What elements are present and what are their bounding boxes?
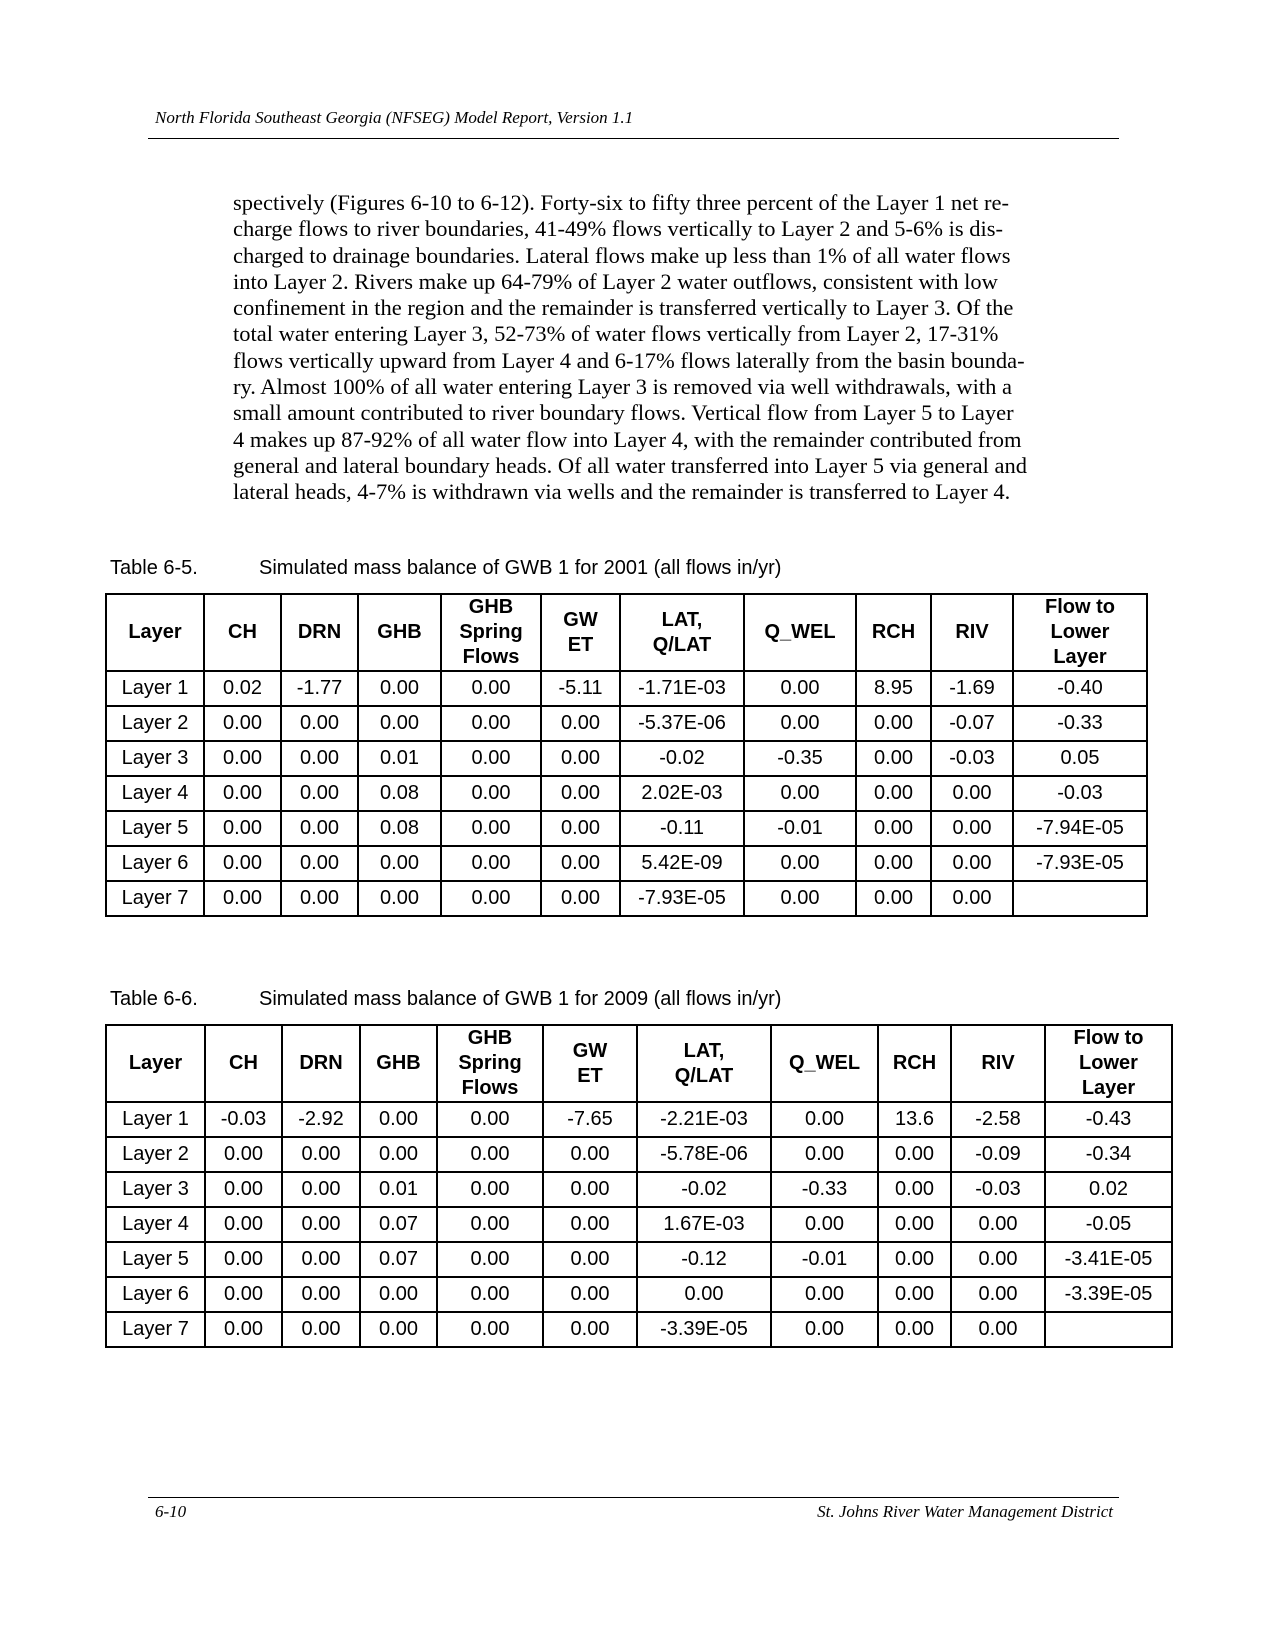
table-cell: 0.00	[771, 1207, 878, 1242]
table-cell: 0.00	[437, 1172, 543, 1207]
table-cell: 0.00	[205, 1137, 282, 1172]
table-cell: -5.78E-06	[637, 1137, 771, 1172]
row-label: Layer 4	[106, 1207, 205, 1242]
table-cell: 0.00	[951, 1312, 1045, 1347]
header-rule	[148, 138, 1119, 139]
table-cell: 0.00	[441, 846, 541, 881]
table-cell: 0.00	[541, 846, 620, 881]
table-cell: -2.21E-03	[637, 1102, 771, 1137]
body-line: total water entering Layer 3, 52-73% of water flows vertically from Layer 2, 17-31%	[233, 321, 999, 347]
footer-rule	[148, 1497, 1119, 1498]
body-line: lateral heads, 4-7% is withdrawn via wells and the remainder is transferred to Layer 4.	[233, 479, 1011, 505]
column-header	[205, 1025, 282, 1102]
body-line: 4 makes up 87-92% of all water flow into Layer 4, with the remainder contributed from	[233, 426, 1022, 452]
table-cell: 0.00	[281, 846, 358, 881]
column-header-text: Q_WEL	[764, 621, 836, 643]
column-header	[541, 594, 620, 671]
table-cell: -7.93E-05	[620, 881, 744, 916]
table-6-5-caption	[110, 557, 781, 580]
column-header-text: Flows	[461, 1077, 519, 1099]
column-header	[1045, 1025, 1172, 1102]
column-header-text: Layer	[1081, 1077, 1136, 1099]
column-header-text: RIV	[981, 1052, 1015, 1074]
table-cell: -3.39E-05	[1045, 1277, 1172, 1312]
row-label: Layer 1	[106, 671, 204, 706]
table-cell: 0.00	[878, 1172, 951, 1207]
column-header-text: CH	[228, 621, 257, 643]
table-cell: 0.00	[744, 881, 856, 916]
table-cell: 0.00	[437, 1137, 543, 1172]
table-cell: 0.00	[204, 706, 281, 741]
table-cell: 0.00	[543, 1312, 637, 1347]
table-cell: 0.02	[204, 671, 281, 706]
column-header-text: RIV	[955, 621, 989, 643]
header-row	[106, 1025, 1172, 1102]
table-cell: 0.00	[282, 1137, 360, 1172]
table-cell: 0.00	[205, 1242, 282, 1277]
table-cell: 0.00	[771, 1102, 878, 1137]
column-header-text: Q/LAT	[652, 633, 712, 656]
table-cell: 0.00	[931, 811, 1013, 846]
column-header-text: LAT,	[683, 1039, 725, 1062]
table-cell: 0.00	[856, 776, 931, 811]
table-cell: 0.00	[637, 1277, 771, 1312]
table-cell: -0.33	[1013, 706, 1147, 741]
body-paragraph	[233, 190, 1115, 506]
column-header-text: GW	[572, 1039, 608, 1062]
table-cell: -1.69	[931, 671, 1013, 706]
table-cell: 0.00	[441, 706, 541, 741]
table-cell: 0.00	[878, 1137, 951, 1172]
table-cell: 0.00	[204, 881, 281, 916]
table-cell: 0.00	[771, 1277, 878, 1312]
table-cell: 8.95	[856, 671, 931, 706]
body-line: spectively (Figures 6-10 to 6-12). Forty-six to fifty three percent of the Layer 1 net re-	[233, 190, 1010, 215]
column-header-text: LAT,	[661, 608, 703, 631]
table-cell: 0.02	[1045, 1172, 1172, 1207]
table-cell	[1045, 1312, 1172, 1347]
table-cell: 0.00	[541, 741, 620, 776]
table-cell: 0.00	[441, 741, 541, 776]
row-label: Layer 1	[106, 1102, 205, 1137]
table-cell: 0.00	[281, 881, 358, 916]
table-cell: 0.00	[282, 1242, 360, 1277]
mass-balance-table-2001	[105, 593, 1148, 917]
column-header	[620, 594, 744, 671]
table-cell: 0.00	[441, 811, 541, 846]
table-cell: 0.05	[1013, 741, 1147, 776]
column-header	[204, 594, 281, 671]
table-row	[106, 1102, 1172, 1137]
column-header-text: Flow to	[1073, 1027, 1144, 1049]
table-cell: -0.35	[744, 741, 856, 776]
row-label: Layer 3	[106, 741, 204, 776]
body-line: charged to drainage boundaries. Lateral flows make up less than 1% of all water flows	[233, 242, 1011, 268]
table-cell: 2.02E-03	[620, 776, 744, 811]
running-header: North Florida Southeast Georgia (NFSEG) Model Report, Version 1.1	[155, 108, 634, 127]
table-cell: 0.00	[543, 1277, 637, 1312]
table-cell: -7.65	[543, 1102, 637, 1137]
table-cell: 0.00	[931, 881, 1013, 916]
table-row	[106, 706, 1147, 741]
column-header	[771, 1025, 878, 1102]
table-cell: -7.94E-05	[1013, 811, 1147, 846]
table-cell: 0.00	[204, 741, 281, 776]
table-title: Simulated mass balance of GWB 1 for 2001 (all flows in/yr)	[259, 557, 782, 579]
table-cell: 0.00	[282, 1277, 360, 1312]
table-cell	[1013, 881, 1147, 916]
column-header-text: ET	[577, 1064, 603, 1087]
table-cell: 0.00	[282, 1312, 360, 1347]
column-header-text: Spring	[458, 1052, 522, 1074]
table-cell: 0.00	[205, 1277, 282, 1312]
table-cell: -3.39E-05	[637, 1312, 771, 1347]
table-cell: -0.12	[637, 1242, 771, 1277]
table-cell: -0.11	[620, 811, 744, 846]
table-row	[106, 1312, 1172, 1347]
row-label: Layer 6	[106, 846, 204, 881]
table-cell: -0.34	[1045, 1137, 1172, 1172]
body-line: flows vertically upward from Layer 4 and 6-17% flows laterally from the basin bounda-	[233, 347, 1025, 373]
column-header-text: GW	[563, 608, 598, 631]
table-cell: 0.00	[744, 671, 856, 706]
table-cell: 0.00	[205, 1207, 282, 1242]
table-cell: -5.11	[541, 671, 620, 706]
table-cell: 0.01	[360, 1172, 437, 1207]
table-cell: -2.58	[951, 1102, 1045, 1137]
table-cell: 0.00	[437, 1207, 543, 1242]
body-line: charge flows to river boundaries, 41-49% flows vertically to Layer 2 and 5-6% is dis-	[233, 216, 1003, 242]
table-row	[106, 741, 1147, 776]
table-cell: 0.00	[541, 706, 620, 741]
table-cell: 0.00	[441, 881, 541, 916]
table-row	[106, 776, 1147, 811]
table-cell: 0.00	[878, 1312, 951, 1347]
column-header	[931, 594, 1013, 671]
column-header-text: ET	[567, 633, 594, 656]
table-cell: -0.02	[637, 1172, 771, 1207]
column-header-text: Layer	[128, 621, 182, 643]
header-row	[106, 594, 1147, 671]
column-header	[856, 594, 931, 671]
table-cell: -0.01	[771, 1242, 878, 1277]
row-label: Layer 3	[106, 1172, 205, 1207]
column-header	[106, 1025, 205, 1102]
table-cell: 0.00	[437, 1277, 543, 1312]
table-cell: 0.00	[360, 1102, 437, 1137]
table-cell: 0.00	[541, 881, 620, 916]
row-label: Layer 7	[106, 1312, 205, 1347]
column-header-text: Flow to	[1045, 596, 1115, 618]
table-cell: 0.08	[358, 811, 441, 846]
table-cell: 0.00	[931, 776, 1013, 811]
table-cell: 0.00	[771, 1312, 878, 1347]
table-cell: 0.00	[437, 1102, 543, 1137]
column-header-text: Layer	[1053, 646, 1107, 668]
table-cell: 0.00	[358, 846, 441, 881]
footer-organization: St. Johns River Water Management District	[817, 1502, 1113, 1521]
row-label: Layer 2	[106, 1137, 205, 1172]
column-header	[637, 1025, 771, 1102]
table-cell: 0.00	[281, 811, 358, 846]
column-header-text: DRN	[297, 621, 342, 643]
table-row	[106, 1277, 1172, 1312]
table-row	[106, 1172, 1172, 1207]
table-cell: -0.03	[205, 1102, 282, 1137]
table-cell: 0.00	[951, 1277, 1045, 1312]
table-cell: 1.67E-03	[637, 1207, 771, 1242]
table-cell: -0.09	[951, 1137, 1045, 1172]
table-cell: 0.08	[358, 776, 441, 811]
column-header-text: Lower	[1050, 621, 1110, 643]
table-cell: 0.01	[358, 741, 441, 776]
body-line: small amount contributed to river boundary flows. Vertical flow from Layer 5 to Layer	[233, 400, 1014, 426]
column-header-text: RCH	[871, 621, 916, 643]
table-cell: 0.00	[360, 1277, 437, 1312]
table-cell: -0.01	[744, 811, 856, 846]
table-title: Simulated mass balance of GWB 1 for 2009 (all flows in/yr)	[259, 988, 782, 1010]
table-cell: 0.00	[771, 1137, 878, 1172]
table-cell: 0.00	[282, 1207, 360, 1242]
table-cell: 0.00	[543, 1137, 637, 1172]
table-cell: -0.03	[1013, 776, 1147, 811]
table-cell: 0.00	[744, 776, 856, 811]
table-row	[106, 1137, 1172, 1172]
row-label: Layer 2	[106, 706, 204, 741]
row-label: Layer 4	[106, 776, 204, 811]
table-cell: -0.03	[931, 741, 1013, 776]
column-header	[358, 594, 441, 671]
table-cell: 0.07	[360, 1207, 437, 1242]
table-cell: 0.00	[543, 1172, 637, 1207]
column-header	[441, 594, 541, 671]
body-line: general and lateral boundary heads. Of all water transferred into Layer 5 via general and	[233, 452, 1028, 478]
table-cell: 0.00	[543, 1207, 637, 1242]
table-6-6-caption	[110, 988, 781, 1011]
table-cell: 0.00	[437, 1242, 543, 1277]
table-cell: 0.00	[281, 776, 358, 811]
row-label: Layer 7	[106, 881, 204, 916]
table-cell: -3.41E-05	[1045, 1242, 1172, 1277]
table-cell: 0.00	[441, 776, 541, 811]
column-header-text: DRN	[299, 1052, 343, 1074]
column-header-text: Q_WEL	[788, 1052, 861, 1074]
table-cell: 0.00	[281, 741, 358, 776]
table-cell: 0.00	[204, 811, 281, 846]
table-cell: 0.00	[878, 1207, 951, 1242]
table-cell: 0.00	[856, 846, 931, 881]
table-cell: 0.00	[281, 706, 358, 741]
column-header-text: GHB	[376, 1052, 421, 1074]
column-header	[281, 594, 358, 671]
column-header-text: GHB	[377, 621, 422, 643]
table-cell: 0.00	[541, 776, 620, 811]
table-cell: -7.93E-05	[1013, 846, 1147, 881]
table-cell: -0.07	[931, 706, 1013, 741]
table-cell: 0.00	[204, 776, 281, 811]
body-line: confinement in the region and the remainder is transferred vertically to Layer 3. Of the	[233, 295, 1014, 321]
column-header-text: Q/LAT	[674, 1064, 734, 1087]
column-header-text: CH	[229, 1052, 258, 1074]
table-cell: 0.00	[204, 846, 281, 881]
table-cell: 0.00	[441, 671, 541, 706]
column-header-text: Flows	[462, 646, 520, 668]
row-label: Layer 6	[106, 1277, 205, 1312]
table-cell: -0.05	[1045, 1207, 1172, 1242]
table-cell: 13.6	[878, 1102, 951, 1137]
column-header	[360, 1025, 437, 1102]
column-header	[878, 1025, 951, 1102]
table-row	[106, 881, 1147, 916]
column-header	[543, 1025, 637, 1102]
table-cell: 0.00	[437, 1312, 543, 1347]
table-cell: 0.00	[744, 706, 856, 741]
table-cell: -0.03	[951, 1172, 1045, 1207]
table-cell: 0.00	[951, 1207, 1045, 1242]
column-header	[437, 1025, 543, 1102]
table-cell: -2.92	[282, 1102, 360, 1137]
row-label: Layer 5	[106, 811, 204, 846]
column-header-text: RCH	[892, 1052, 937, 1074]
mass-balance-table-2009	[105, 1024, 1173, 1348]
table-cell: 0.00	[205, 1172, 282, 1207]
table-cell: 0.00	[856, 881, 931, 916]
table-cell: 0.00	[856, 706, 931, 741]
table-cell: 0.00	[951, 1242, 1045, 1277]
table-cell: 0.00	[856, 811, 931, 846]
table-cell: 0.00	[360, 1312, 437, 1347]
table-cell: 0.00	[878, 1277, 951, 1312]
table-number: Table 6-5.	[110, 557, 198, 579]
column-header	[1013, 594, 1147, 671]
body-line: into Layer 2. Rivers make up 64-79% of Layer 2 water outflows, consistent with low	[233, 268, 998, 294]
column-header	[951, 1025, 1045, 1102]
table-cell: -1.71E-03	[620, 671, 744, 706]
table-cell: 0.00	[358, 881, 441, 916]
table-cell: -0.02	[620, 741, 744, 776]
column-header-text: GHB	[468, 596, 514, 618]
table-number: Table 6-6.	[110, 988, 198, 1010]
page-number: 6-10	[155, 1502, 187, 1521]
table-cell: 0.00	[931, 846, 1013, 881]
column-header	[106, 594, 204, 671]
column-header-text: GHB	[467, 1027, 513, 1049]
table-row	[106, 1207, 1172, 1242]
table-cell: 0.00	[205, 1312, 282, 1347]
table-row	[106, 811, 1147, 846]
column-header-text: Layer	[128, 1052, 183, 1074]
table-cell: 0.00	[856, 741, 931, 776]
table-row	[106, 1242, 1172, 1277]
body-line: ry. Almost 100% of all water entering Layer 3 is removed via well withdrawals, with a	[233, 374, 1012, 400]
table-cell: -0.33	[771, 1172, 878, 1207]
table-cell: -1.77	[281, 671, 358, 706]
table-cell: 0.00	[358, 706, 441, 741]
table-cell: -0.43	[1045, 1102, 1172, 1137]
table-row	[106, 846, 1147, 881]
column-header-text: Lower	[1079, 1052, 1138, 1074]
row-label: Layer 5	[106, 1242, 205, 1277]
table-row	[106, 671, 1147, 706]
table-cell: 0.00	[543, 1242, 637, 1277]
table-cell: 0.00	[360, 1137, 437, 1172]
table-cell: -5.37E-06	[620, 706, 744, 741]
column-header-text: Spring	[459, 621, 523, 643]
table-cell: 5.42E-09	[620, 846, 744, 881]
table-cell: 0.00	[878, 1242, 951, 1277]
table-cell: 0.00	[282, 1172, 360, 1207]
column-header	[282, 1025, 360, 1102]
column-header	[744, 594, 856, 671]
table-cell: 0.00	[358, 671, 441, 706]
table-cell: -0.40	[1013, 671, 1147, 706]
table-cell: 0.07	[360, 1242, 437, 1277]
table-cell: 0.00	[541, 811, 620, 846]
table-cell: 0.00	[744, 846, 856, 881]
